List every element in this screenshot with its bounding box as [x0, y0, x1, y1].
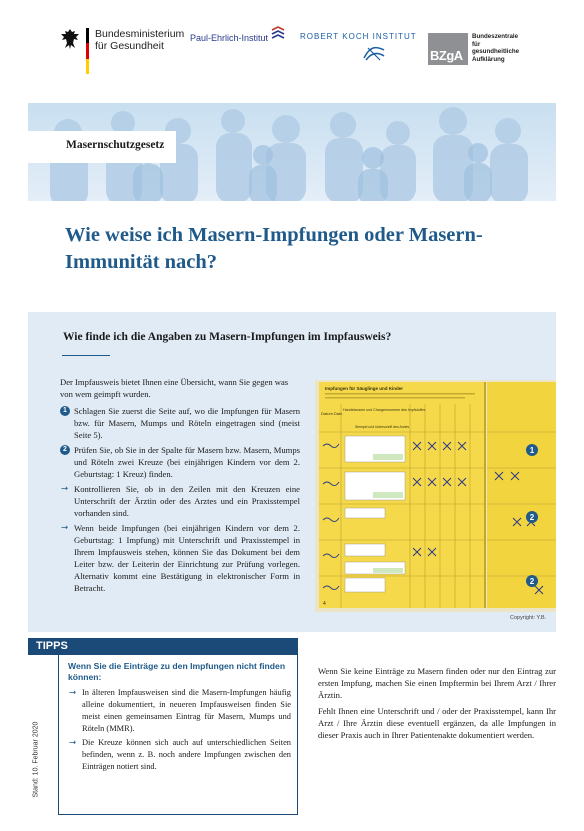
- photo-copyright: Copyright: Y.B.: [510, 615, 547, 621]
- paragraph: Wenn Sie keine Einträge zu Masern finden oder nur den Eintrag zur ersten Impfung, machen Sie einen Impftermin bei Ihrem Arzt / Ihrer Ärztin.: [318, 666, 556, 700]
- list-item-text: Wenn beide Impfungen (bei einjährigen Kindern vor dem 2. Geburtstag: 1 Impfung) mit Unterschrift und Praxisstempel in Ihrem Impfausweis stehen, können Sie das Dokument bei dem Leiter bzw. der Leiterin der Einrichtung zur Prüfung vorlegen. Alternativ kommt eine Bestätigung in elektronischer Form in Betracht.: [74, 523, 300, 593]
- svg-text:2: 2: [529, 513, 535, 522]
- card-col-stamp: Stempel und Unterschrift des Arztes: [355, 425, 410, 429]
- bmg-name-line2: für Gesundheit: [95, 40, 164, 52]
- pei-logo-text: Paul-Ehrlich-Institut: [190, 33, 269, 43]
- bzga-text-line: gesundheitliche: [472, 48, 520, 55]
- title-divider: [62, 355, 110, 356]
- arrow-icon: →: [69, 738, 77, 748]
- bzga-text-line: Aufklärung: [472, 55, 505, 63]
- bmg-name-line1: Bundesministerium: [95, 28, 185, 40]
- vaccination-card-photo: [315, 380, 556, 612]
- list-item: [68, 737, 291, 773]
- card-col-product: Handelsname und Chargennummer des Impfstoffes: [343, 408, 426, 412]
- step-marker-2-second: [526, 575, 538, 587]
- pei-logo-icon: [270, 26, 286, 42]
- bzga-text-line: Bundeszentrale: [472, 33, 519, 40]
- card-col-date: Datum Date: [321, 411, 343, 416]
- step-number-badge: 2: [60, 445, 70, 455]
- list-item: [60, 522, 300, 594]
- arrow-icon: →: [61, 484, 69, 494]
- tipps-subheading: Wenn Sie die Einträge zu den Impfungen nicht finden können:: [68, 661, 286, 682]
- list-item: [60, 444, 300, 480]
- rki-logo-text: ROBERT KOCH INSTITUT: [300, 32, 417, 41]
- german-flag-icon: [86, 28, 89, 74]
- list-item: [68, 687, 291, 735]
- arrow-icon: →: [69, 688, 77, 698]
- list-item-text: Schlagen Sie zuerst die Seite auf, wo die Impfungen für Masern bzw. für Masern, Mumps und Röteln eingetragen sind (meist Seite 5).: [74, 406, 300, 440]
- stand-date: Stand: 10. Februar 2020: [32, 721, 40, 798]
- list-item: [60, 483, 300, 519]
- bzga-logo-letters: BZgA: [430, 48, 463, 63]
- list-item-text: In älteren Impfausweisen sind die Masern-Impfungen häufig alleine dokumentiert, in neueren Impfausweisen finden Sie meist einen gemeinsamen Eintrag für Masern, Mumps und Röteln (MMR).: [82, 688, 291, 733]
- logo-bar: [0, 0, 584, 100]
- list-item-text: Die Kreuze können sich auch auf unterschiedlichen Seiten befinden, wenn z. B. noch andere Impfungen zwischen den Einträgen notiert sind.: [82, 738, 291, 771]
- step-marker-2: [526, 511, 538, 523]
- svg-text:1: 1: [529, 446, 535, 455]
- card-page-number: 4: [323, 601, 326, 607]
- step-marker-1: [526, 444, 538, 456]
- paragraph: Fehlt Ihnen eine Unterschrift und / oder der Praxisstempel, kann Ihr Arzt / Ihre Ärztin diese eventuell ergänzen, da alle Impfungen in dieser Praxis auch in Ihrer Patientenakte dokumentiert werden.: [318, 706, 556, 740]
- federal-eagle-icon: [60, 28, 80, 50]
- bzga-logo-text: [472, 33, 519, 63]
- info-intro: Der Impfausweis bietet Ihnen eine Übersicht, wann Sie gegen was von wem geimpft wurden.: [60, 377, 289, 399]
- list-item-text: Prüfen Sie, ob Sie in der Spalte für Masern bzw. Masern, Mumps und Röteln zwei Kreuze (bei einjährigen Kindern vor dem 2. Geburtstag: 1 Kreuz) finden.: [74, 445, 300, 479]
- tipps-box: [58, 655, 298, 815]
- bzga-text-line: für: [472, 40, 481, 48]
- list-item: [60, 405, 300, 441]
- arrow-icon: →: [61, 523, 69, 533]
- stand-date-container: [30, 700, 42, 800]
- svg-text:2: 2: [529, 577, 535, 586]
- page-title: Wie weise ich Masern-Impfungen oder Masern-Immunität nach?: [65, 224, 483, 273]
- card-heading: Impfungen für Säuglinge und Kinder: [325, 386, 403, 391]
- rki-logo-icon: [362, 44, 386, 62]
- step-number-badge: 1: [60, 406, 70, 416]
- info-box-title: Wie finde ich die Angaben zu Masern-Impfungen im Impfausweis?: [63, 331, 392, 343]
- tipps-heading: TIPPS: [28, 638, 298, 655]
- info-box-text: [60, 376, 300, 597]
- banner-label: Masernschutzgesetz: [28, 131, 176, 163]
- bmg-logo: [60, 28, 184, 74]
- list-item-text: Kontrollieren Sie, ob in den Zeilen mit den Kreuzen eine Unterschrift der Ärztin oder des Arztes und ein Praxisstempel vorhanden sind.: [74, 484, 300, 518]
- right-column-text: [318, 665, 556, 745]
